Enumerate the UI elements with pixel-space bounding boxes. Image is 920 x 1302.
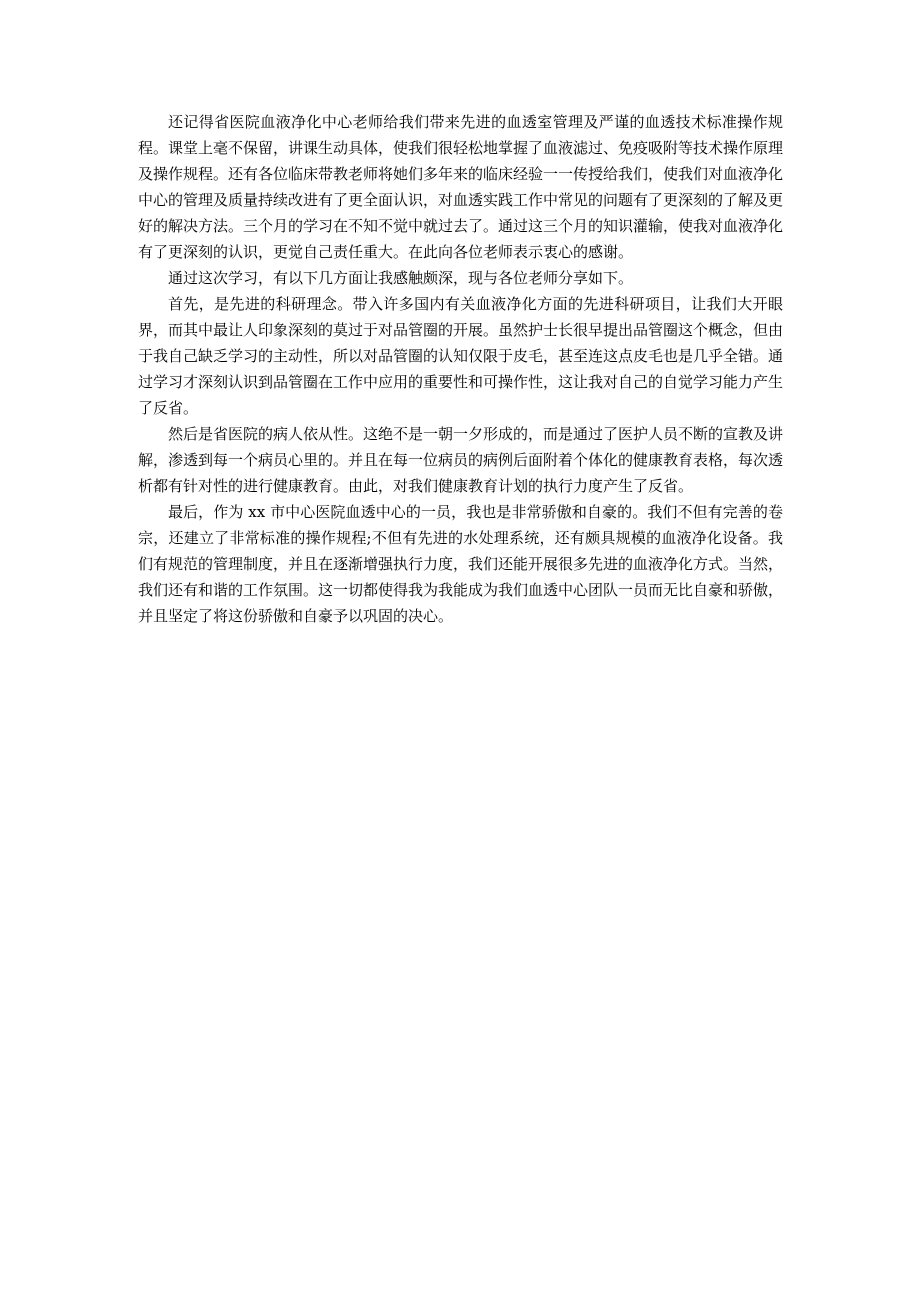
- document-body: [138, 109, 783, 629]
- paragraph-1: 还记得省医院血液净化中心老师给我们带来先进的血透室管理及严谨的血透技术标准操作规程。课堂上毫不保留，讲课生动具体，使我们很轻松地掌握了血液滤过、免疫吸附等技术操作原理及操作规程。还有各位临床带教老师将她们多年来的临床经验一一传授给我们，使我们对血液净化中心的管理及质量持续改进有了更全面认识，对血透实践工作中常见的问题有了更深刻的了解及更好的解决方法。三个月的学习在不知不觉中就过去了。通过这三个月的知识灌输，使我对血液净化有了更深刻的认识，更觉自己责任重大。在此向各位老师表示衷心的感谢。: [138, 113, 784, 261]
- paragraph-3: 首先，是先进的科研理念。带入许多国内有关血液净化方面的先进科研项目，让我们大开眼界，而其中最让人印象深刻的莫过于对品管圈的开展。虽然护士长很早提出品管圈这个概念，但由于我自己缺乏学习的主动性，所以对品管圈的认知仅限于皮毛，甚至连这点皮毛也是几乎全错。通过学习才深刻认识到品管圈在工作中应用的重要性和可操作性，这让我对自己的自觉学习能力产生了反省。: [138, 295, 784, 417]
- paragraph-4: 然后是省医院的病人依从性。这绝不是一朝一夕形成的，而是通过了医护人员不断的宣教及讲解，渗透到每一个病员心里的。并且在每一位病员的病例后面附着个体化的健康教育表格，每次透析都有针对性的进行健康教育。由此，对我们健康教育计划的执行力度产生了反省。: [138, 425, 784, 495]
- paragraph-2: 通过这次学习，有以下几方面让我感触颇深，现与各位老师分享如下。: [168, 269, 634, 287]
- paragraph-5: 最后，作为 xx 市中心医院血透中心的一员，我也是非常骄傲和自豪的。我们不但有完善的卷宗，还建立了非常标准的操作规程;不但有先进的水处理系统，还有颇具规模的血液净化设备。我们有规范的管理制度，并且在逐渐增强执行力度，我们还能开展很多先进的血液净化方式。当然，我们还有和谐的工作氛围。这一切都使得我为我能成为我们血透中心团队一员而无比自豪和骄傲，并且坚定了将这份骄傲和自豪予以巩固的决心。: [138, 503, 784, 625]
